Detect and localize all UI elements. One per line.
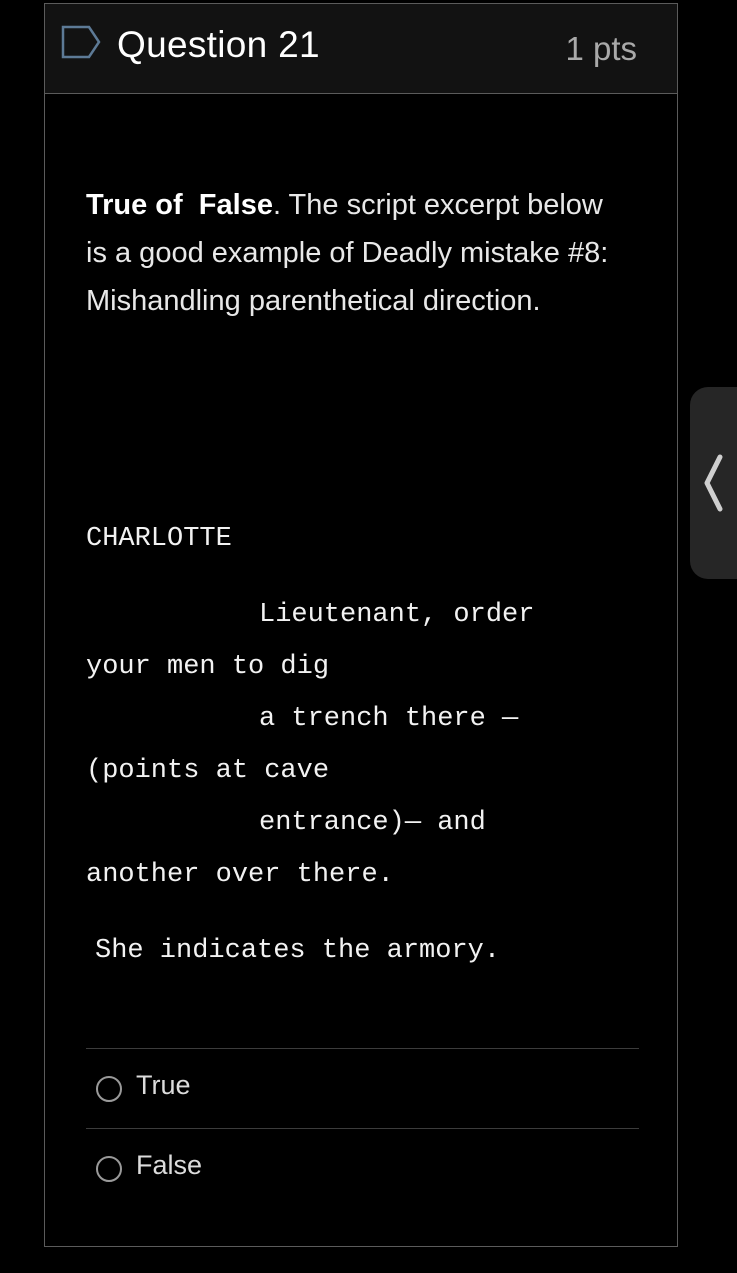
side-panel-toggle[interactable] [690, 387, 737, 579]
script-action: She indicates the armory. [95, 936, 501, 966]
answer-option-true[interactable] [86, 1050, 639, 1128]
answer-divider [86, 1128, 639, 1129]
answer-label: True [136, 1070, 191, 1100]
chevron-left-icon [702, 453, 724, 513]
flag-icon[interactable] [61, 25, 101, 59]
radio-button[interactable] [96, 1076, 122, 1102]
script-line: (points at cave [86, 756, 330, 786]
question-card [44, 3, 678, 1247]
script-line: a trench there — [259, 704, 519, 734]
prompt-bold-true: True of [86, 189, 183, 221]
radio-button[interactable] [96, 1156, 122, 1182]
answer-label: False [136, 1150, 203, 1180]
question-header [45, 4, 677, 94]
question-title: Question 21 [117, 24, 320, 65]
prompt-text: . The script excerpt below is a good example of Deadly mistake #8: Mishandling parenthetical direction. [86, 189, 609, 317]
script-line: your men to dig [86, 652, 330, 682]
answer-divider [86, 1048, 639, 1049]
question-prompt [86, 181, 631, 325]
script-line: another over there. [86, 860, 394, 890]
answer-option-false[interactable] [86, 1130, 639, 1208]
script-line: Lieutenant, order [259, 600, 535, 630]
script-character: CHARLOTTE [86, 524, 232, 554]
question-points: 1 pts [565, 30, 637, 67]
script-line: entrance)— and [259, 808, 486, 838]
prompt-bold-false: False [198, 189, 273, 221]
